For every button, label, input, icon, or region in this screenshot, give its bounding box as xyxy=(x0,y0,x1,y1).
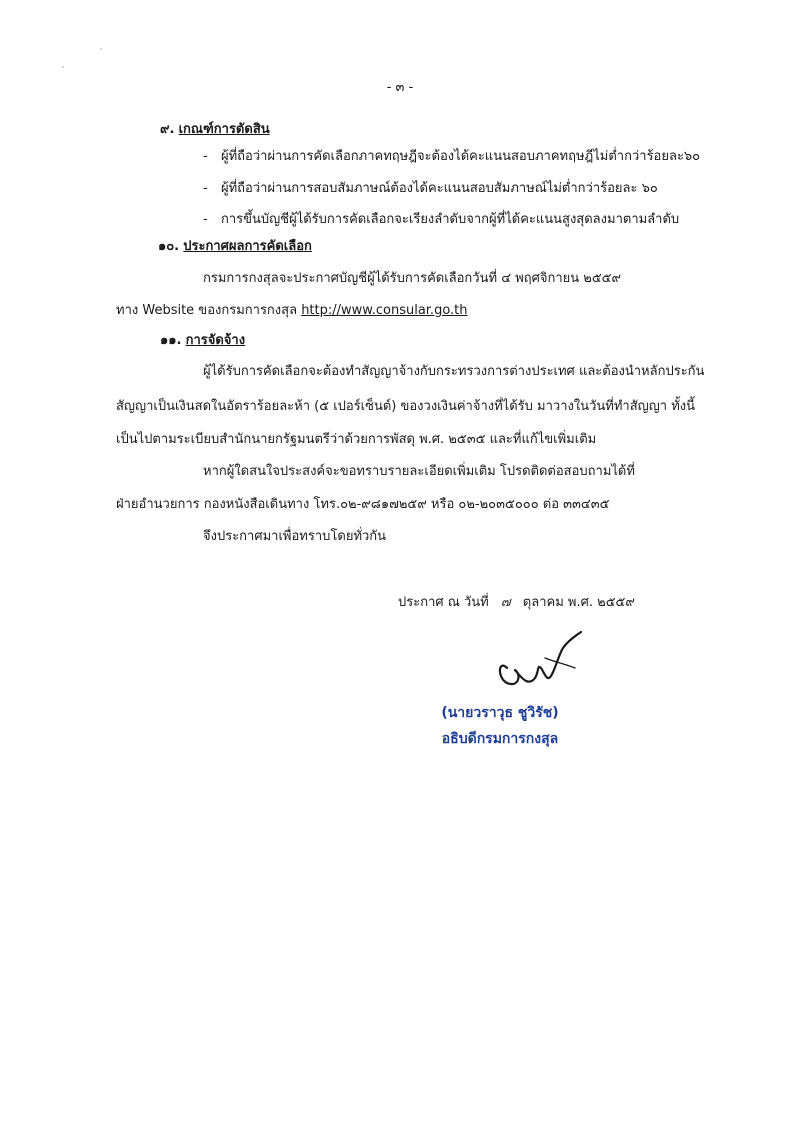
section-10-heading xyxy=(158,238,312,256)
announcement-date: ประกาศ ณ วันที่ ๗ ตุลาคม พ.ศ. ๒๕๕๙ xyxy=(398,595,635,610)
dash-bullet: - xyxy=(203,149,208,164)
section-9-heading xyxy=(160,121,270,139)
paragraph-line: สัญญาเป็นเงินสดในอัตราร้อยละห้า (๕ เปอร์เซ็นต์) ของวงเงินค่าจ้างที่ได้รับ มาวางในวันที่ทำสัญญา ทั้งนี้ xyxy=(116,399,696,414)
paragraph-line: เป็นไปตามระเบียบสำนักนายกรัฐมนตรีว่าด้วยการพัสดุ พ.ศ. ๒๕๓๕ และที่แก้ไขเพิ่มเติม xyxy=(116,432,597,447)
section-title: ประกาศผลการคัดเลือก xyxy=(183,239,312,254)
scan-speck xyxy=(62,66,64,68)
handwritten-day: ๗ xyxy=(500,595,511,610)
dash-bullet: - xyxy=(203,181,208,196)
paragraph-line: ทาง Website ของกรมการกงสุล http://www.consular.go.th xyxy=(116,303,468,318)
section-title: การจัดจ้าง xyxy=(185,333,246,348)
website-link[interactable]: http://www.consular.go.th xyxy=(301,303,468,318)
section-number: ๑๐. xyxy=(158,239,180,254)
dash-bullet: - xyxy=(203,212,208,227)
paragraph-line: ฝ่ายอำนวยการ กองหนังสือเดินทาง โทร.๐๒-๙๘๑๗๒๕๙ หรือ ๐๒-๒๐๓๕๐๐๐ ต่อ ๓๓๔๓๕ xyxy=(116,497,610,512)
list-item: - การขึ้นบัญชีผู้ได้รับการคัดเลือกจะเรียงลำดับจากผู้ที่ได้คะแนนสูงสุดลงมาตามลำดับ xyxy=(203,212,680,227)
handwritten-signature xyxy=(485,628,595,698)
section-11-heading xyxy=(160,332,245,350)
page-number: - ๓ - xyxy=(386,80,414,95)
list-item: - ผู้ที่ถือว่าผ่านการสอบสัมภาษณ์ต้องได้คะแนนสอบสัมภาษณ์ไม่ต่ำกว่าร้อยละ ๖๐ xyxy=(203,181,658,196)
section-number: ๙. xyxy=(160,122,175,137)
signatory-position: อธิบดีกรมการกงสุล xyxy=(441,731,559,747)
section-title: เกณฑ์การตัดสิน xyxy=(178,122,270,137)
signatory-name: (นายวราวุธ ชูวิรัช) xyxy=(441,705,559,721)
scan-speck xyxy=(100,48,102,50)
paragraph-line: หากผู้ใดสนใจประสงค์จะขอทราบรายละเอียดเพิ่มเติม โปรดติดต่อสอบถามได้ที่ xyxy=(203,464,635,479)
paragraph-line: กรมการกงสุลจะประกาศบัญชีผู้ได้รับการคัดเลือกวันที่ ๔ พฤศจิกายน ๒๕๕๙ xyxy=(203,271,622,286)
closing-line: จึงประกาศมาเพื่อทราบโดยทั่วกัน xyxy=(203,529,387,544)
paragraph-line: ผู้ได้รับการคัดเลือกจะต้องทำสัญญาจ้างกับกระทรวงการต่างประเทศ และต้องนำหลักประกัน xyxy=(203,364,705,379)
signature-block xyxy=(400,702,600,750)
section-number: ๑๑. xyxy=(160,333,182,348)
list-item: - ผู้ที่ถือว่าผ่านการคัดเลือกภาคทฤษฎีจะต้องได้คะแนนสอบภาคทฤษฎีไม่ต่ำกว่าร้อยละ๖๐ xyxy=(203,149,701,164)
